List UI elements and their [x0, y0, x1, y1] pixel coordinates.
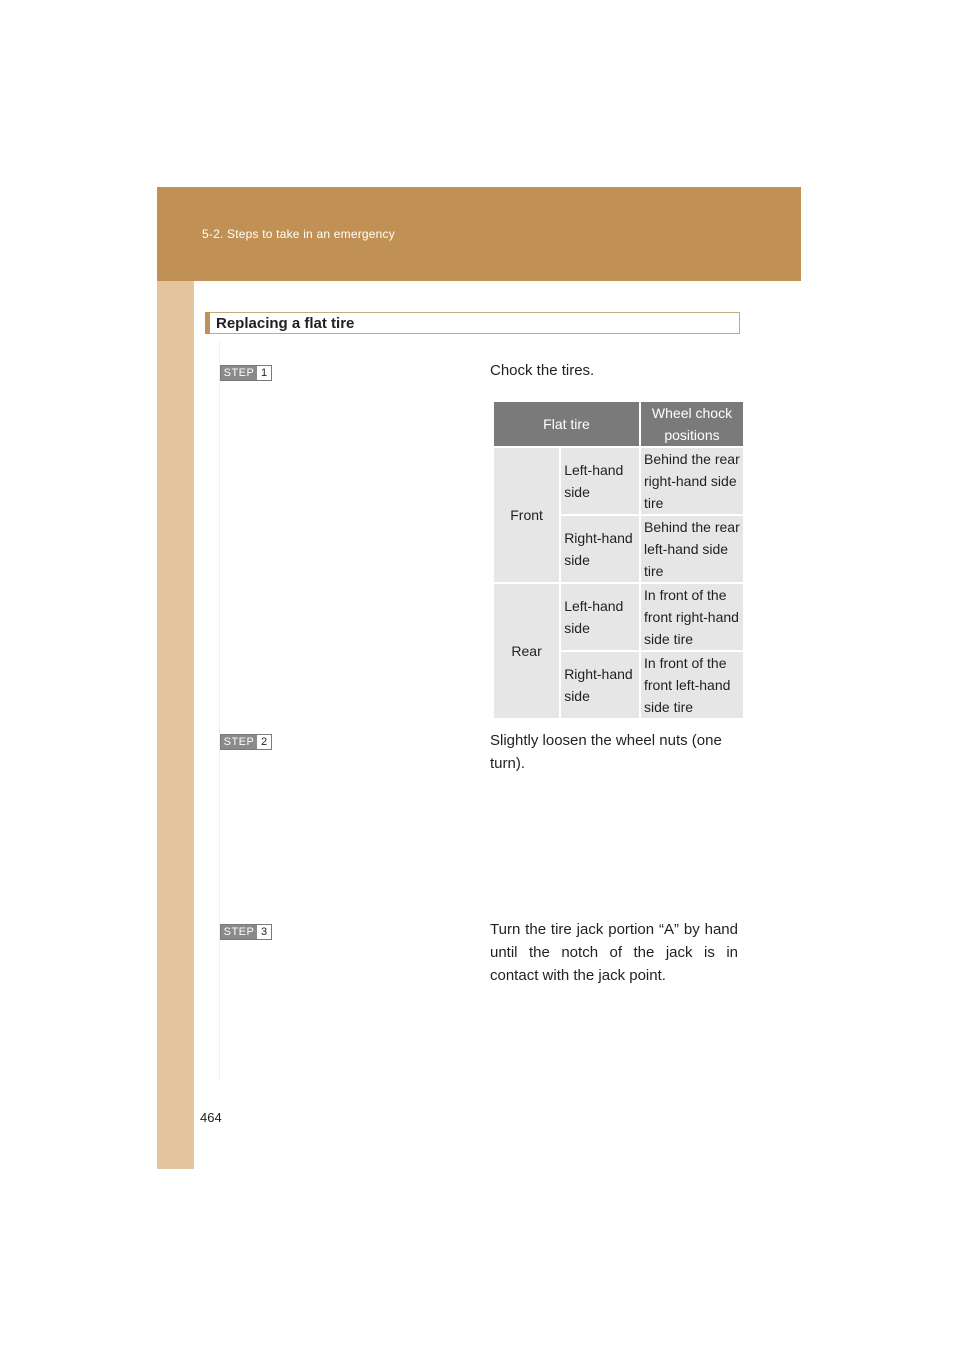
header-chock-positions: Wheel chock positions: [641, 402, 743, 446]
chock-cell: In front of the front right-hand side tire: [641, 584, 743, 650]
content-divider: [219, 340, 220, 1080]
side-cell: Right-hand side: [561, 516, 639, 582]
step-badge-3: [220, 924, 272, 940]
position-front: Front: [494, 448, 559, 582]
side-strip: [157, 281, 194, 1169]
step-label: STEP: [221, 735, 257, 749]
section-title: Replacing a flat tire: [216, 314, 355, 332]
step-1-text: Chock the tires.: [490, 362, 595, 379]
step-number: 3: [257, 925, 271, 939]
table-row: [494, 448, 743, 514]
table-header-row: [494, 402, 743, 446]
chock-cell: Behind the rear right-hand side tire: [641, 448, 743, 514]
chock-cell: Behind the rear left-hand side tire: [641, 516, 743, 582]
side-cell: Left-hand side: [561, 448, 639, 514]
step-number: 2: [257, 735, 271, 749]
position-rear: Rear: [494, 584, 559, 718]
step-2-text: Slightly loosen the wheel nuts (one turn).: [490, 732, 722, 772]
wheel-chock-table: [492, 400, 745, 720]
step-badge-2: [220, 734, 272, 750]
table-row: [494, 584, 743, 650]
side-cell: Left-hand side: [561, 584, 639, 650]
page-number: 464: [200, 1110, 222, 1125]
step-label: STEP: [221, 925, 257, 939]
section-heading: [205, 312, 740, 334]
header-flat-tire: Flat tire: [494, 402, 639, 446]
step-3-text: Turn the tire jack portion “A” by hand until the notch of the jack is in contact with the jack point.: [490, 921, 738, 984]
heading-accent-bar: [205, 312, 210, 334]
step-number: 1: [257, 366, 271, 380]
step-label: STEP: [221, 366, 257, 380]
side-cell: Right-hand side: [561, 652, 639, 718]
chock-cell: In front of the front left-hand side tire: [641, 652, 743, 718]
step-badge-1: [220, 365, 272, 381]
section-path: 5-2. Steps to take in an emergency: [202, 227, 395, 241]
